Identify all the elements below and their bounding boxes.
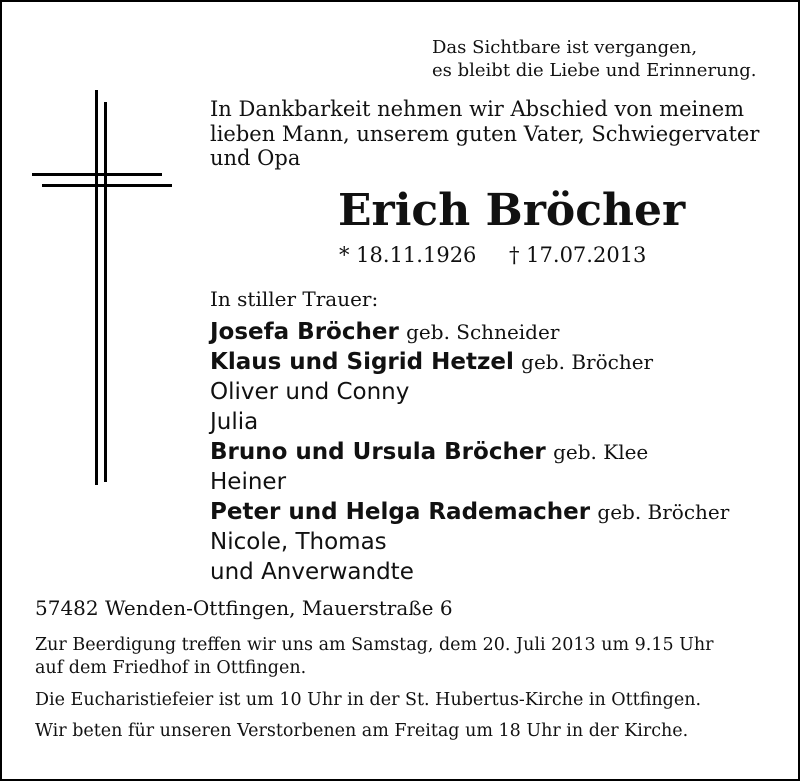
birth-date: * 18.11.1926 bbox=[339, 243, 477, 267]
mourner-names: Peter und Helga Rademacher bbox=[210, 499, 591, 525]
mourner-names: Bruno und Ursula Bröcher bbox=[210, 439, 546, 465]
prayer-info: Wir beten für unseren Verstorbenen am Freitag um 18 Uhr in der Kirche. bbox=[35, 721, 689, 741]
maiden-name: geb. Bröcher bbox=[521, 350, 654, 374]
mourner-names: Klaus und Sigrid Hetzel bbox=[210, 349, 514, 375]
mourner-row bbox=[210, 437, 790, 467]
funeral-line: auf dem Friedhof in Ottfingen. bbox=[35, 658, 307, 678]
cross-vertical-bar bbox=[95, 90, 98, 485]
funeral-info bbox=[35, 634, 790, 680]
intro-text bbox=[210, 97, 790, 171]
cross-vertical-bar bbox=[104, 102, 107, 482]
mourner-row bbox=[210, 527, 790, 557]
intro-line: lieben Mann, unserem guten Vater, Schwiegervater bbox=[210, 121, 760, 146]
mourner-plain: Heiner bbox=[210, 469, 287, 495]
maiden-name: geb. Schneider bbox=[406, 320, 560, 344]
cross-horizontal-bar bbox=[32, 173, 162, 176]
deceased-name: Erich Bröcher bbox=[338, 185, 686, 236]
mourner-plain: und Anverwandte bbox=[210, 559, 414, 585]
motto-line: es bleibt die Liebe und Erinnerung. bbox=[432, 60, 757, 81]
mourner-names: Josefa Bröcher bbox=[210, 319, 399, 345]
mourner-row bbox=[210, 467, 790, 497]
maiden-name: geb. Bröcher bbox=[597, 500, 730, 524]
mourner-plain: Nicole, Thomas bbox=[210, 529, 387, 555]
death-date: † 17.07.2013 bbox=[509, 243, 647, 267]
life-dates bbox=[339, 242, 779, 268]
maiden-name: geb. Klee bbox=[553, 440, 649, 464]
mourner-row bbox=[210, 317, 790, 347]
mourner-row bbox=[210, 347, 790, 377]
intro-line: In Dankbarkeit nehmen wir Abschied von meinem bbox=[210, 97, 745, 121]
motto bbox=[432, 36, 792, 82]
mourner-row bbox=[210, 557, 790, 587]
cross-icon bbox=[32, 90, 172, 490]
mourner-plain: Oliver und Conny bbox=[210, 379, 410, 405]
mourner-row bbox=[210, 497, 790, 527]
cross-horizontal-bar bbox=[42, 184, 172, 187]
intro-line: und Opa bbox=[210, 146, 301, 170]
mourner-row bbox=[210, 407, 790, 437]
mourners-list bbox=[210, 317, 790, 587]
mourning-label: In stiller Trauer: bbox=[210, 287, 379, 311]
motto-line: Das Sichtbare ist vergangen, bbox=[432, 37, 698, 58]
funeral-line: Zur Beerdigung treffen wir uns am Samstag, dem 20. Juli 2013 um 9.15 Uhr bbox=[35, 635, 714, 655]
mourner-row bbox=[210, 377, 790, 407]
mourner-plain: Julia bbox=[210, 409, 259, 435]
address: 57482 Wenden-Ottfingen, Mauerstraße 6 bbox=[35, 596, 453, 620]
eucharist-info: Die Eucharistiefeier ist um 10 Uhr in der St. Hubertus-Kirche in Ottfingen. bbox=[35, 690, 702, 710]
